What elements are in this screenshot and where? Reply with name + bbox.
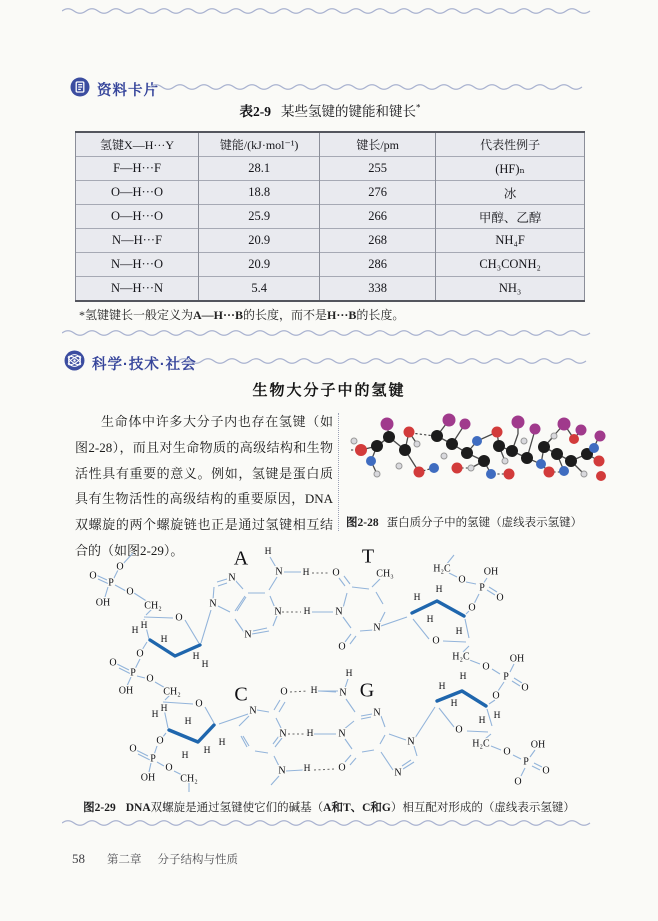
atom-label-h: H [264, 547, 272, 558]
atom-label-h: H [181, 751, 189, 762]
cell-bond: N—H···N [76, 277, 199, 302]
cell-length: 338 [320, 277, 436, 302]
table-row [76, 253, 585, 277]
sugar-bold-bonds [150, 601, 486, 742]
atom-label-o: O [521, 682, 529, 694]
atom-label-h: H [140, 621, 148, 632]
atom-label-o: O [175, 612, 183, 624]
atom-label-h: H [426, 615, 434, 626]
table-title [75, 100, 585, 120]
cell-bond: O—H···O [76, 181, 199, 205]
base-letter-cytosine: C [234, 683, 248, 706]
atom-label-n: N [407, 736, 415, 748]
atom-label-h: H [438, 682, 446, 693]
atom-label-h: H [303, 764, 311, 775]
atom-label-h: H [345, 669, 353, 680]
page-footer [72, 851, 238, 867]
atom-label-h: H [131, 626, 139, 637]
wavy-rule-card [150, 82, 596, 92]
footnote-marker: * [79, 308, 85, 322]
atom-label-o: O [165, 762, 173, 774]
section-label-sts: 科学·技术·社会 [92, 356, 197, 373]
wavy-divider-bottom [62, 818, 598, 828]
atom-label-p: P [150, 753, 156, 765]
atom-label-h2c: H₂C [452, 651, 470, 663]
cell-length: 286 [320, 253, 436, 277]
atom-label-h: H [413, 593, 421, 604]
atom-label-h: H [493, 711, 501, 722]
atom-label-o: O [280, 686, 288, 698]
atom-label-o: O [109, 657, 117, 669]
cell-example: (HF)ₙ [436, 157, 585, 181]
science-tech-society-icon [64, 350, 85, 376]
atom-label-h: H [455, 627, 463, 638]
atom-label-h2c: H₂C [472, 738, 490, 750]
figure-229-text: ）相互配对形成的（虚线表示氢键） [390, 802, 575, 814]
atom-label-oh: OH [483, 566, 499, 578]
atom-label-n: N [339, 687, 347, 699]
wavy-divider-top [62, 6, 598, 16]
table-title-note-marker: * [416, 102, 421, 113]
atom-label-h2c: H₂C [433, 563, 451, 575]
cell-energy: 28.1 [199, 157, 320, 181]
col-header-length: 键长/pm [320, 132, 436, 157]
atom-label-o: O [455, 724, 463, 736]
molecule-atoms [351, 414, 606, 482]
atom-label-h: H [478, 716, 486, 727]
atom-label-h: H [160, 635, 168, 646]
cell-energy: 5.4 [199, 277, 320, 302]
footer-book-title: 分子结构与性质 [157, 854, 238, 866]
cell-length: 276 [320, 181, 436, 205]
protein-molecule-figure [349, 406, 611, 508]
atom-label-o: O [195, 698, 203, 710]
table-row [76, 205, 585, 229]
base-letter-adenine: A [233, 547, 249, 570]
data-card-section-header [70, 77, 159, 102]
cell-length: 255 [320, 157, 436, 181]
cell-length: 268 [320, 229, 436, 253]
atom-label-p: P [108, 577, 114, 589]
atom-label-o: O [514, 776, 522, 788]
table-row [76, 277, 585, 302]
atom-label-n: N [279, 728, 287, 740]
footnote-text: 氢键键长一般定义为 [85, 308, 194, 322]
atom-label-o: O [432, 635, 440, 647]
atom-label-h: H [203, 746, 211, 757]
atom-label-o: O [496, 592, 504, 604]
atom-label-o: O [482, 661, 490, 673]
col-header-energy: 键能/(kJ·mol⁻¹) [199, 132, 320, 157]
atom-label-oh: OH [95, 597, 111, 609]
data-card-icon [70, 77, 90, 102]
atom-label-n: N [249, 705, 257, 717]
cell-example: NH₃ [436, 277, 585, 302]
table-row [76, 229, 585, 253]
atom-label-o: O [89, 570, 97, 582]
atom-label-ch3: CH₃ [376, 568, 394, 580]
atom-label-oh: OH [118, 685, 134, 697]
table-title-text: 某些氢键的键能和键长 [281, 104, 416, 119]
atom-label-h: H [192, 652, 200, 663]
cell-energy: 25.9 [199, 205, 320, 229]
figure-229-caption [40, 799, 618, 815]
bond-lines [96, 553, 542, 792]
atom-label-ch2: CH₂ [163, 686, 181, 698]
sts-section-header [64, 350, 197, 376]
atom-label-ch2: CH₂ [180, 773, 198, 785]
atom-label-n: N [278, 765, 286, 777]
table-number: 表2-9 [239, 104, 271, 119]
table-header-row [76, 132, 585, 157]
atom-label-o: O [338, 641, 346, 653]
atom-label-o: O [116, 561, 124, 573]
cell-example: 甲醇、乙醇 [436, 205, 585, 229]
atom-label-h: H [459, 672, 467, 683]
atom-label-n: N [274, 606, 282, 618]
figure-228-label: 图2-28 [346, 517, 379, 529]
atom-label-h: H [303, 607, 311, 618]
atom-label-p: P [503, 671, 509, 683]
atom-label-oh: OH [509, 653, 525, 665]
atom-label-o: O [503, 746, 511, 758]
atom-label-n: N [373, 622, 381, 634]
atom-label-n: N [338, 728, 346, 740]
footnote-bond-2: H···B [327, 308, 357, 322]
wavy-rule-sts [178, 356, 598, 366]
cell-bond: O—H···O [76, 205, 199, 229]
atom-label-p: P [130, 667, 136, 679]
atom-label-h: H [450, 699, 458, 710]
cell-example: NH₄F [436, 229, 585, 253]
atom-label-n: N [373, 707, 381, 719]
atom-label-h: H [218, 738, 226, 749]
atom-label-o: O [338, 762, 346, 774]
col-header-bond: 氢键X—H···Y [76, 132, 199, 157]
cell-bond: F—H···F [76, 157, 199, 181]
atom-label-o: O [492, 690, 500, 702]
figure-229-text: 双螺旋是通过氢键使它们的碱基（ [150, 802, 324, 814]
atom-label-h: H [184, 717, 192, 728]
cell-example: CH₃CONH₂ [436, 253, 585, 277]
atom-label-h: H [151, 710, 159, 721]
atom-label-n: N [244, 629, 252, 641]
cell-bond: N—H···O [76, 253, 199, 277]
atom-label-oh: OH [530, 739, 546, 751]
cell-example: 冰 [436, 181, 585, 205]
dna-base-pair-figure [55, 540, 650, 795]
footnote-text: 的长度。 [356, 308, 405, 322]
cell-energy: 20.9 [199, 253, 320, 277]
figure-229-label: 图2-29 [83, 802, 116, 814]
section-label-card: 资料卡片 [97, 83, 159, 99]
hydrogen-bond-table [75, 131, 585, 302]
atom-label-o: O [458, 574, 466, 586]
atom-label-o: O [332, 567, 340, 579]
figure-228-caption [346, 514, 608, 530]
atom-label-h: H [201, 660, 209, 671]
wavy-divider-middle [62, 328, 598, 338]
page-number: 58 [72, 851, 85, 866]
atom-label-p: P [479, 582, 485, 594]
article-title: 生物大分子中的氢键 [252, 382, 406, 399]
footer-chapter: 第二章 [107, 854, 142, 866]
atom-label-n: N [275, 566, 283, 578]
atom-label-h: H [302, 568, 310, 579]
atom-label-o: O [468, 602, 476, 614]
table-row [76, 157, 585, 181]
footnote-bond-1: A—H···B [193, 308, 244, 322]
col-header-example: 代表性例子 [436, 132, 585, 157]
atom-label-o: O [126, 586, 134, 598]
atom-label-oh: OH [140, 772, 156, 784]
cell-length: 266 [320, 205, 436, 229]
figure-229-bases: A和T、C和G [323, 802, 391, 814]
atom-label-h: H [310, 686, 318, 697]
atom-label-p: P [523, 756, 529, 768]
atom-label-h: H [435, 585, 443, 596]
figure-228-text: 蛋白质分子中的氢键（虚线表示氢键） [386, 517, 583, 529]
atom-label-o: O [136, 648, 144, 660]
hydrogen-bond-dashes [282, 573, 335, 770]
cell-energy: 20.9 [199, 229, 320, 253]
atom-label-o: O [542, 765, 550, 777]
atom-label-o: O [146, 673, 154, 685]
atom-label-h: H [306, 729, 314, 740]
table-footnote [79, 306, 404, 323]
column-separator [338, 413, 339, 531]
article-paragraph: 生命体中许多大分子内也存在氢键（如图2-28），而且对生命物质的高级结构和生物活性具有重要的意义。例如，氢键是蛋白质具有生物活性的高级结构的重要原因，DNA双螺旋的两个螺旋链也正是通过氢键相互结合的（如图2-29）。 [75, 414, 333, 558]
base-letter-guanine: G [359, 679, 375, 702]
atom-labels [89, 547, 549, 787]
figure-229-dna: DNA [125, 802, 151, 814]
atom-label-n: N [209, 598, 217, 610]
base-letter-thymine: T [361, 545, 375, 568]
atom-label-ch2: CH₂ [144, 600, 162, 612]
atom-label-h: H [160, 704, 168, 715]
atom-label-n: N [394, 767, 402, 779]
cell-energy: 18.8 [199, 181, 320, 205]
cell-bond: N—H···F [76, 229, 199, 253]
atom-label-o: O [129, 743, 137, 755]
footnote-text: 的长度，而不是 [243, 308, 328, 322]
atom-label-o: O [156, 735, 164, 747]
atom-label-n: N [335, 606, 343, 618]
table-row [76, 181, 585, 205]
atom-label-n: N [228, 572, 236, 584]
